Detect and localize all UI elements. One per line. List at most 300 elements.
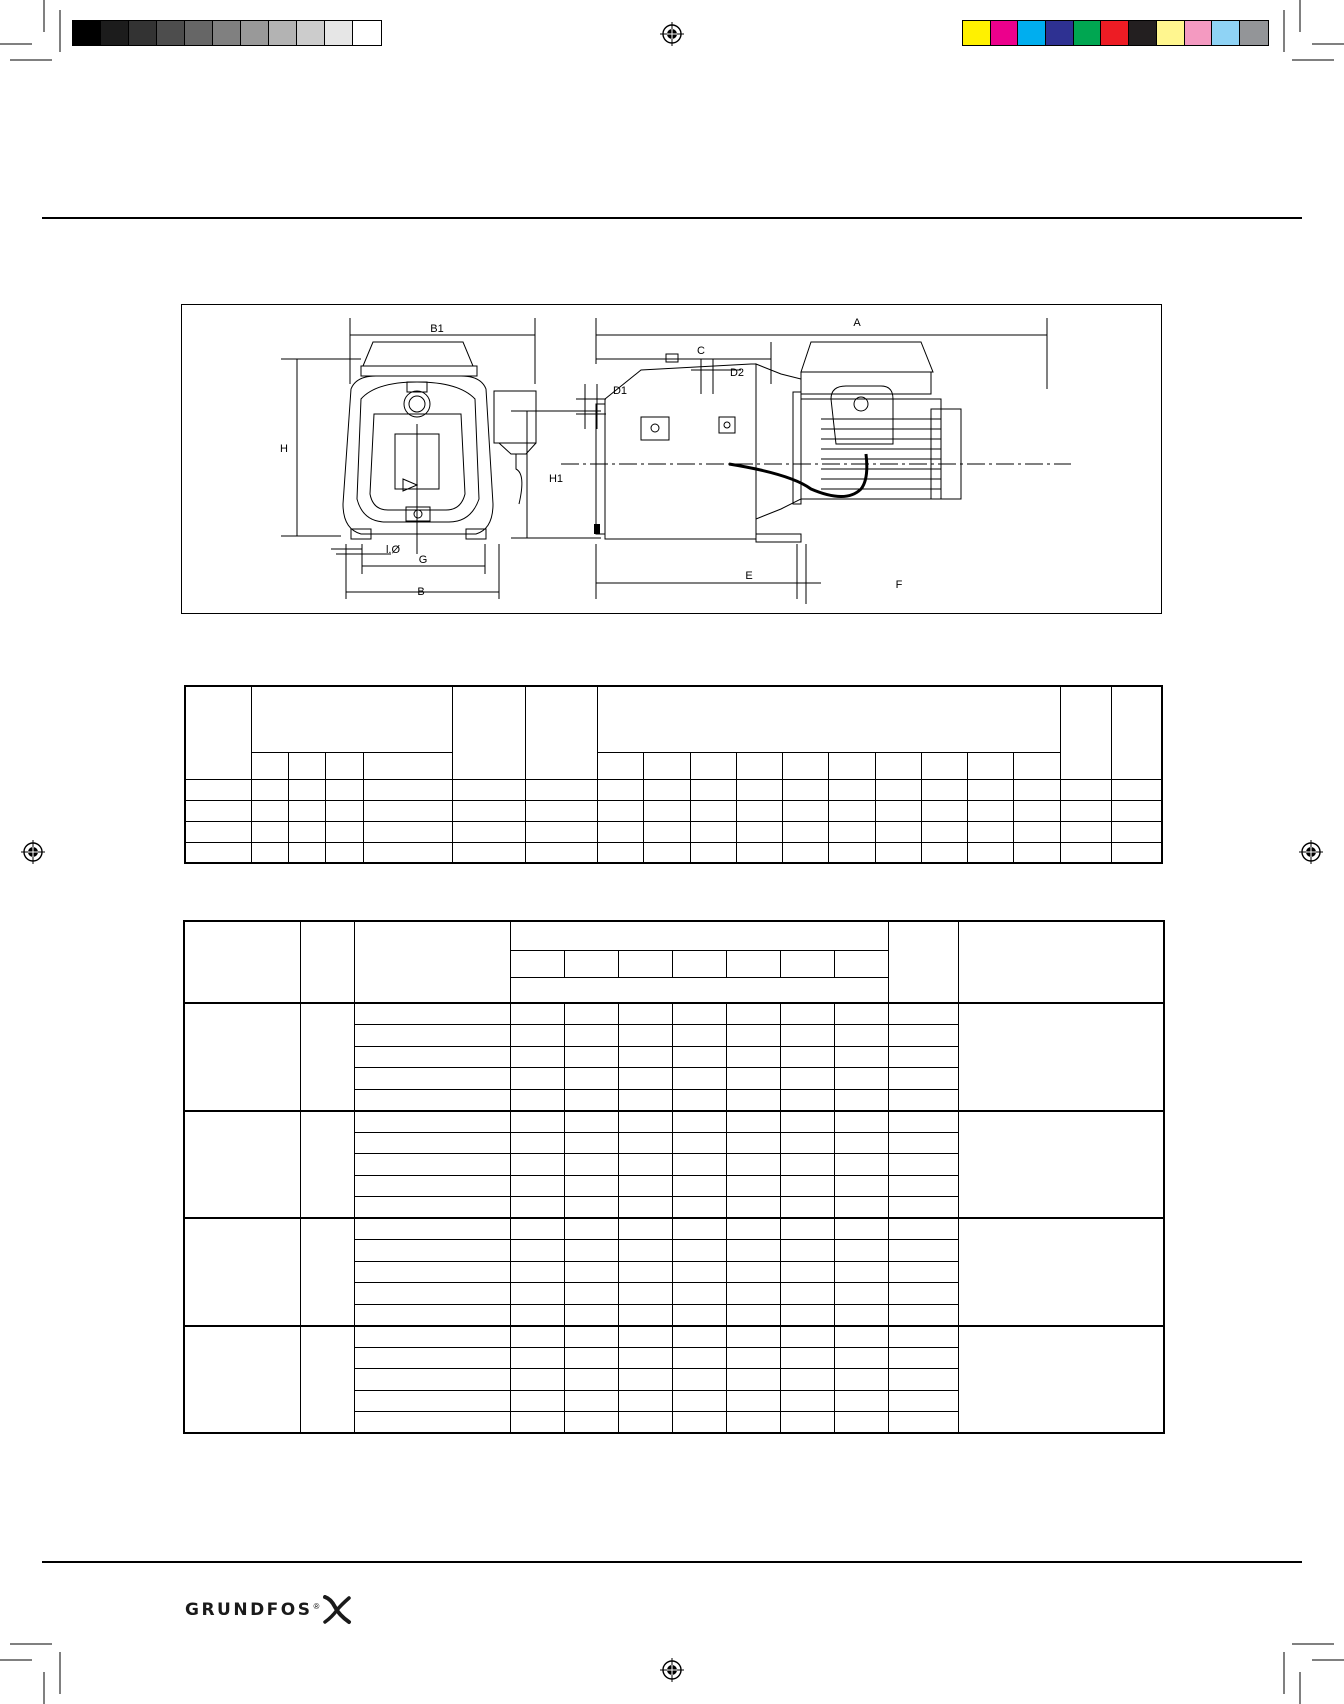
table-row [185,842,1162,863]
table-cell [185,821,251,842]
table-row [185,779,1162,800]
color-swatch [1157,21,1185,45]
dim-subheader-cell [829,752,875,779]
table-cell [726,1197,780,1219]
table-cell [618,1003,672,1025]
table-cell [672,1197,726,1219]
table-cell [510,1283,564,1305]
table-cell [618,1347,672,1369]
table-cell [834,1046,888,1068]
model-group-notes [958,1218,1164,1326]
table-cell [672,1218,726,1240]
table-cell [597,842,643,863]
table-cell [834,1218,888,1240]
model-header-name [184,921,300,1003]
table-cell [564,1283,618,1305]
table-cell [783,821,829,842]
table-cell [780,1003,834,1025]
table-cell [326,800,363,821]
table-cell [564,1412,618,1434]
table-cell [618,1369,672,1391]
table-cell [510,1003,564,1025]
table-cell [780,1283,834,1305]
table-row [185,800,1162,821]
table-cell [829,842,875,863]
table-cell [829,821,875,842]
table-cell [354,1132,510,1154]
table-cell [780,1111,834,1133]
table-cell [780,1304,834,1326]
table-cell [510,1369,564,1391]
table-cell [618,1304,672,1326]
model-header-notes [958,921,1164,1003]
table-cell [510,1111,564,1133]
table-cell [834,1068,888,1090]
color-swatch [185,21,213,45]
table-cell [597,800,643,821]
table-cell [510,1326,564,1348]
color-swatch [129,21,157,45]
table-cell [597,821,643,842]
table-cell [453,779,525,800]
table-cell [525,779,597,800]
color-swatch [353,21,381,45]
table-cell [644,821,690,842]
table-cell [780,1347,834,1369]
registration-mark-right [1299,840,1323,864]
table-cell [875,821,921,842]
table-cell [888,1390,958,1412]
table-cell [726,1390,780,1412]
table-cell [326,779,363,800]
table-cell [834,1240,888,1262]
table-cell [834,1132,888,1154]
table-cell [783,779,829,800]
table-cell [354,1240,510,1262]
table-cell [618,1132,672,1154]
table-cell [726,1304,780,1326]
dim-label-e: E [745,570,753,582]
table-cell [783,800,829,821]
color-bar [962,20,1269,46]
color-swatch [73,21,101,45]
table-cell [968,821,1014,842]
table-cell [354,1390,510,1412]
table-cell [354,1046,510,1068]
table-cell [363,779,453,800]
table-cell [672,1261,726,1283]
table-row [185,821,1162,842]
table-cell [510,1412,564,1434]
table-cell [672,1283,726,1305]
table-cell [618,1283,672,1305]
table-cell [1014,779,1060,800]
table-cell [251,800,288,821]
table-cell [834,1089,888,1111]
table-cell [510,1240,564,1262]
color-swatch [1212,21,1240,45]
table-cell [672,1154,726,1176]
table-cell [354,1369,510,1391]
table-cell [363,821,453,842]
table-cell [672,1304,726,1326]
table-cell [672,1347,726,1369]
table-cell [834,1154,888,1176]
table-cell [726,1175,780,1197]
dim-label-h1: H1 [548,473,564,485]
table-cell [251,821,288,842]
table-cell [780,1046,834,1068]
dim-label-b1: B1 [430,323,444,335]
table-cell [510,1132,564,1154]
table-cell [672,1240,726,1262]
table-cell [726,1369,780,1391]
table-cell [726,1240,780,1262]
table-cell [726,1326,780,1348]
table-cell [618,1197,672,1219]
table-cell [1014,821,1060,842]
dim-subheader-cell [690,752,736,779]
table-row [184,1326,1164,1348]
table-cell [644,779,690,800]
table-cell [564,1175,618,1197]
table-cell [354,1412,510,1434]
table-cell [780,1326,834,1348]
table-cell [921,800,967,821]
color-swatch [1018,21,1046,45]
table-cell [672,1412,726,1434]
table-cell [354,1025,510,1047]
table-cell [672,1046,726,1068]
color-swatch [269,21,297,45]
table-cell [510,1347,564,1369]
table-cell [510,1089,564,1111]
model-group-name [184,1003,300,1111]
table-cell [690,800,736,821]
dim-label-c: C [697,345,705,357]
dim-subheader-cell [644,752,690,779]
dimensions-table [184,685,1163,864]
color-swatch [241,21,269,45]
table-cell [888,1111,958,1133]
dim-subheader-cell [251,752,288,779]
table-cell [726,1003,780,1025]
table-cell [1112,821,1162,842]
table-cell [354,1283,510,1305]
table-cell [736,842,782,863]
table-cell [834,1003,888,1025]
table-cell [888,1025,958,1047]
table-cell [564,1046,618,1068]
color-swatch [1129,21,1157,45]
dim-label-d1: D1 [612,385,628,397]
table-row [184,1218,1164,1240]
table-cell [780,1089,834,1111]
table-cell [363,842,453,863]
color-swatch [991,21,1019,45]
table-cell [780,1240,834,1262]
table-cell [736,821,782,842]
table-cell [834,1197,888,1219]
table-cell [780,1132,834,1154]
table-cell [618,1089,672,1111]
table-cell [780,1068,834,1090]
table-cell [644,800,690,821]
table-cell [726,1089,780,1111]
table-cell [888,1218,958,1240]
table-row [184,1111,1164,1133]
table-cell [834,1369,888,1391]
table-cell [1112,779,1162,800]
table-cell [726,1154,780,1176]
table-cell [326,821,363,842]
table-cell [736,800,782,821]
table-cell [1014,842,1060,863]
dim-header-model [185,686,251,779]
table-cell [780,1412,834,1434]
table-cell [564,1347,618,1369]
model-group-name [184,1326,300,1434]
table-cell [525,821,597,842]
table-cell [968,800,1014,821]
table-cell [354,1347,510,1369]
table-cell [736,779,782,800]
dim-header-col-a [453,686,525,779]
table-cell [888,1068,958,1090]
model-header-desc [354,921,510,1003]
color-swatch [101,21,129,45]
model-subheader-cell [564,950,618,977]
color-swatch [963,21,991,45]
table-cell [354,1218,510,1240]
table-cell [354,1175,510,1197]
table-cell [618,1412,672,1434]
registration-mark-top [660,22,684,46]
model-group-name [184,1111,300,1219]
table-cell [888,1326,958,1348]
table-cell [354,1304,510,1326]
model-header-col-x [888,921,958,1003]
table-cell [564,1326,618,1348]
table-cell [875,779,921,800]
model-subheader-cell [726,950,780,977]
model-group-notes [958,1003,1164,1111]
table-cell [1060,800,1111,821]
color-swatch [1240,21,1268,45]
model-group-code [300,1003,354,1111]
table-cell [510,1304,564,1326]
table-cell [185,779,251,800]
table-cell [780,1197,834,1219]
table-cell [672,1369,726,1391]
table-cell [726,1218,780,1240]
table-cell [672,1025,726,1047]
table-cell [672,1132,726,1154]
table-cell [888,1132,958,1154]
table-cell [726,1412,780,1434]
table-cell [453,821,525,842]
table-cell [618,1025,672,1047]
table-cell [510,1154,564,1176]
table-cell [510,1175,564,1197]
model-group-notes [958,1111,1164,1219]
dim-label-b: B [417,586,425,598]
table-cell [888,1240,958,1262]
table-cell [564,1197,618,1219]
table-cell [783,842,829,863]
color-swatch [1074,21,1102,45]
table-cell [289,842,326,863]
grayscale-bar [72,20,382,46]
table-cell [888,1175,958,1197]
table-cell [564,1304,618,1326]
table-cell [888,1261,958,1283]
table-cell [780,1369,834,1391]
table-cell [690,821,736,842]
dim-header-group-1 [251,686,452,752]
table-cell [510,1197,564,1219]
table-cell [672,1390,726,1412]
table-cell [672,1175,726,1197]
table-cell [834,1412,888,1434]
table-cell [829,800,875,821]
model-subheader-cell [672,950,726,977]
table-cell [726,1068,780,1090]
table-cell [921,821,967,842]
table-cell [618,1046,672,1068]
dim-header-col-d [1112,686,1162,779]
model-subheader-cell [510,950,564,977]
grundfos-logo [185,1595,353,1625]
table-cell [618,1218,672,1240]
dim-label-d2: D2 [729,367,745,379]
table-cell [326,842,363,863]
table-cell [564,1369,618,1391]
table-cell [510,1046,564,1068]
dim-header-col-c [1060,686,1111,779]
table-cell [726,1283,780,1305]
table-cell [289,779,326,800]
color-swatch [213,21,241,45]
table-cell [354,1003,510,1025]
footer-rule [42,1561,1302,1563]
table-cell [921,779,967,800]
color-swatch [157,21,185,45]
dim-subheader-cell [363,752,453,779]
table-cell [564,1132,618,1154]
model-subheader-cell [780,950,834,977]
table-cell [510,1218,564,1240]
color-swatch [1046,21,1074,45]
dim-label-g: G [418,554,428,566]
model-subheader-cell [834,950,888,977]
table-cell [834,1111,888,1133]
dim-label-l-diameter: l.Ø [385,544,401,556]
table-cell [1060,779,1111,800]
table-cell [726,1046,780,1068]
table-cell [525,800,597,821]
table-cell [888,1154,958,1176]
table-cell [672,1326,726,1348]
model-group-notes [958,1326,1164,1434]
table-cell [780,1218,834,1240]
table-cell [690,842,736,863]
dim-subheader-cell [783,752,829,779]
table-cell [618,1068,672,1090]
table-cell [921,842,967,863]
table-cell [726,1261,780,1283]
color-swatch [325,21,353,45]
table-cell [564,1089,618,1111]
table-cell [888,1089,958,1111]
table-cell [1014,800,1060,821]
table-cell [525,842,597,863]
dim-subheader-cell [921,752,967,779]
table-cell [510,1261,564,1283]
table-cell [968,779,1014,800]
table-cell [780,1154,834,1176]
table-cell [354,1111,510,1133]
table-cell [834,1175,888,1197]
table-cell [968,842,1014,863]
dim-label-a: A [853,317,861,329]
color-swatch [1185,21,1213,45]
table-cell [1112,842,1162,863]
table-cell [726,1111,780,1133]
table-cell [672,1089,726,1111]
table-cell [564,1003,618,1025]
table-cell [453,842,525,863]
table-cell [834,1304,888,1326]
table-cell [780,1261,834,1283]
grundfos-x-icon [321,1595,353,1625]
table-cell [564,1154,618,1176]
table-cell [618,1240,672,1262]
model-group-code [300,1218,354,1326]
table-cell [289,800,326,821]
table-cell [453,800,525,821]
table-cell [618,1111,672,1133]
model-group-code [300,1326,354,1434]
table-cell [251,779,288,800]
color-swatch [1101,21,1129,45]
table-cell [1060,842,1111,863]
table-cell [564,1240,618,1262]
table-cell [597,779,643,800]
dim-subheader-cell [875,752,921,779]
model-header-unit-row [510,977,888,1003]
table-cell [875,800,921,821]
table-cell [510,1068,564,1090]
brand-wordmark: GRUNDFOS [185,1600,313,1620]
models-table [183,920,1165,1434]
table-cell [834,1025,888,1047]
dim-header-col-b [525,686,597,779]
table-cell [888,1197,958,1219]
table-row [184,1003,1164,1025]
table-cell [251,842,288,863]
model-group-code [300,1111,354,1219]
table-cell [363,800,453,821]
table-cell [829,779,875,800]
registration-mark-left [21,840,45,864]
dim-label-f: F [895,579,903,591]
table-cell [1112,800,1162,821]
table-cell [564,1218,618,1240]
table-cell [834,1261,888,1283]
table-cell [690,779,736,800]
dim-subheader-cell [736,752,782,779]
